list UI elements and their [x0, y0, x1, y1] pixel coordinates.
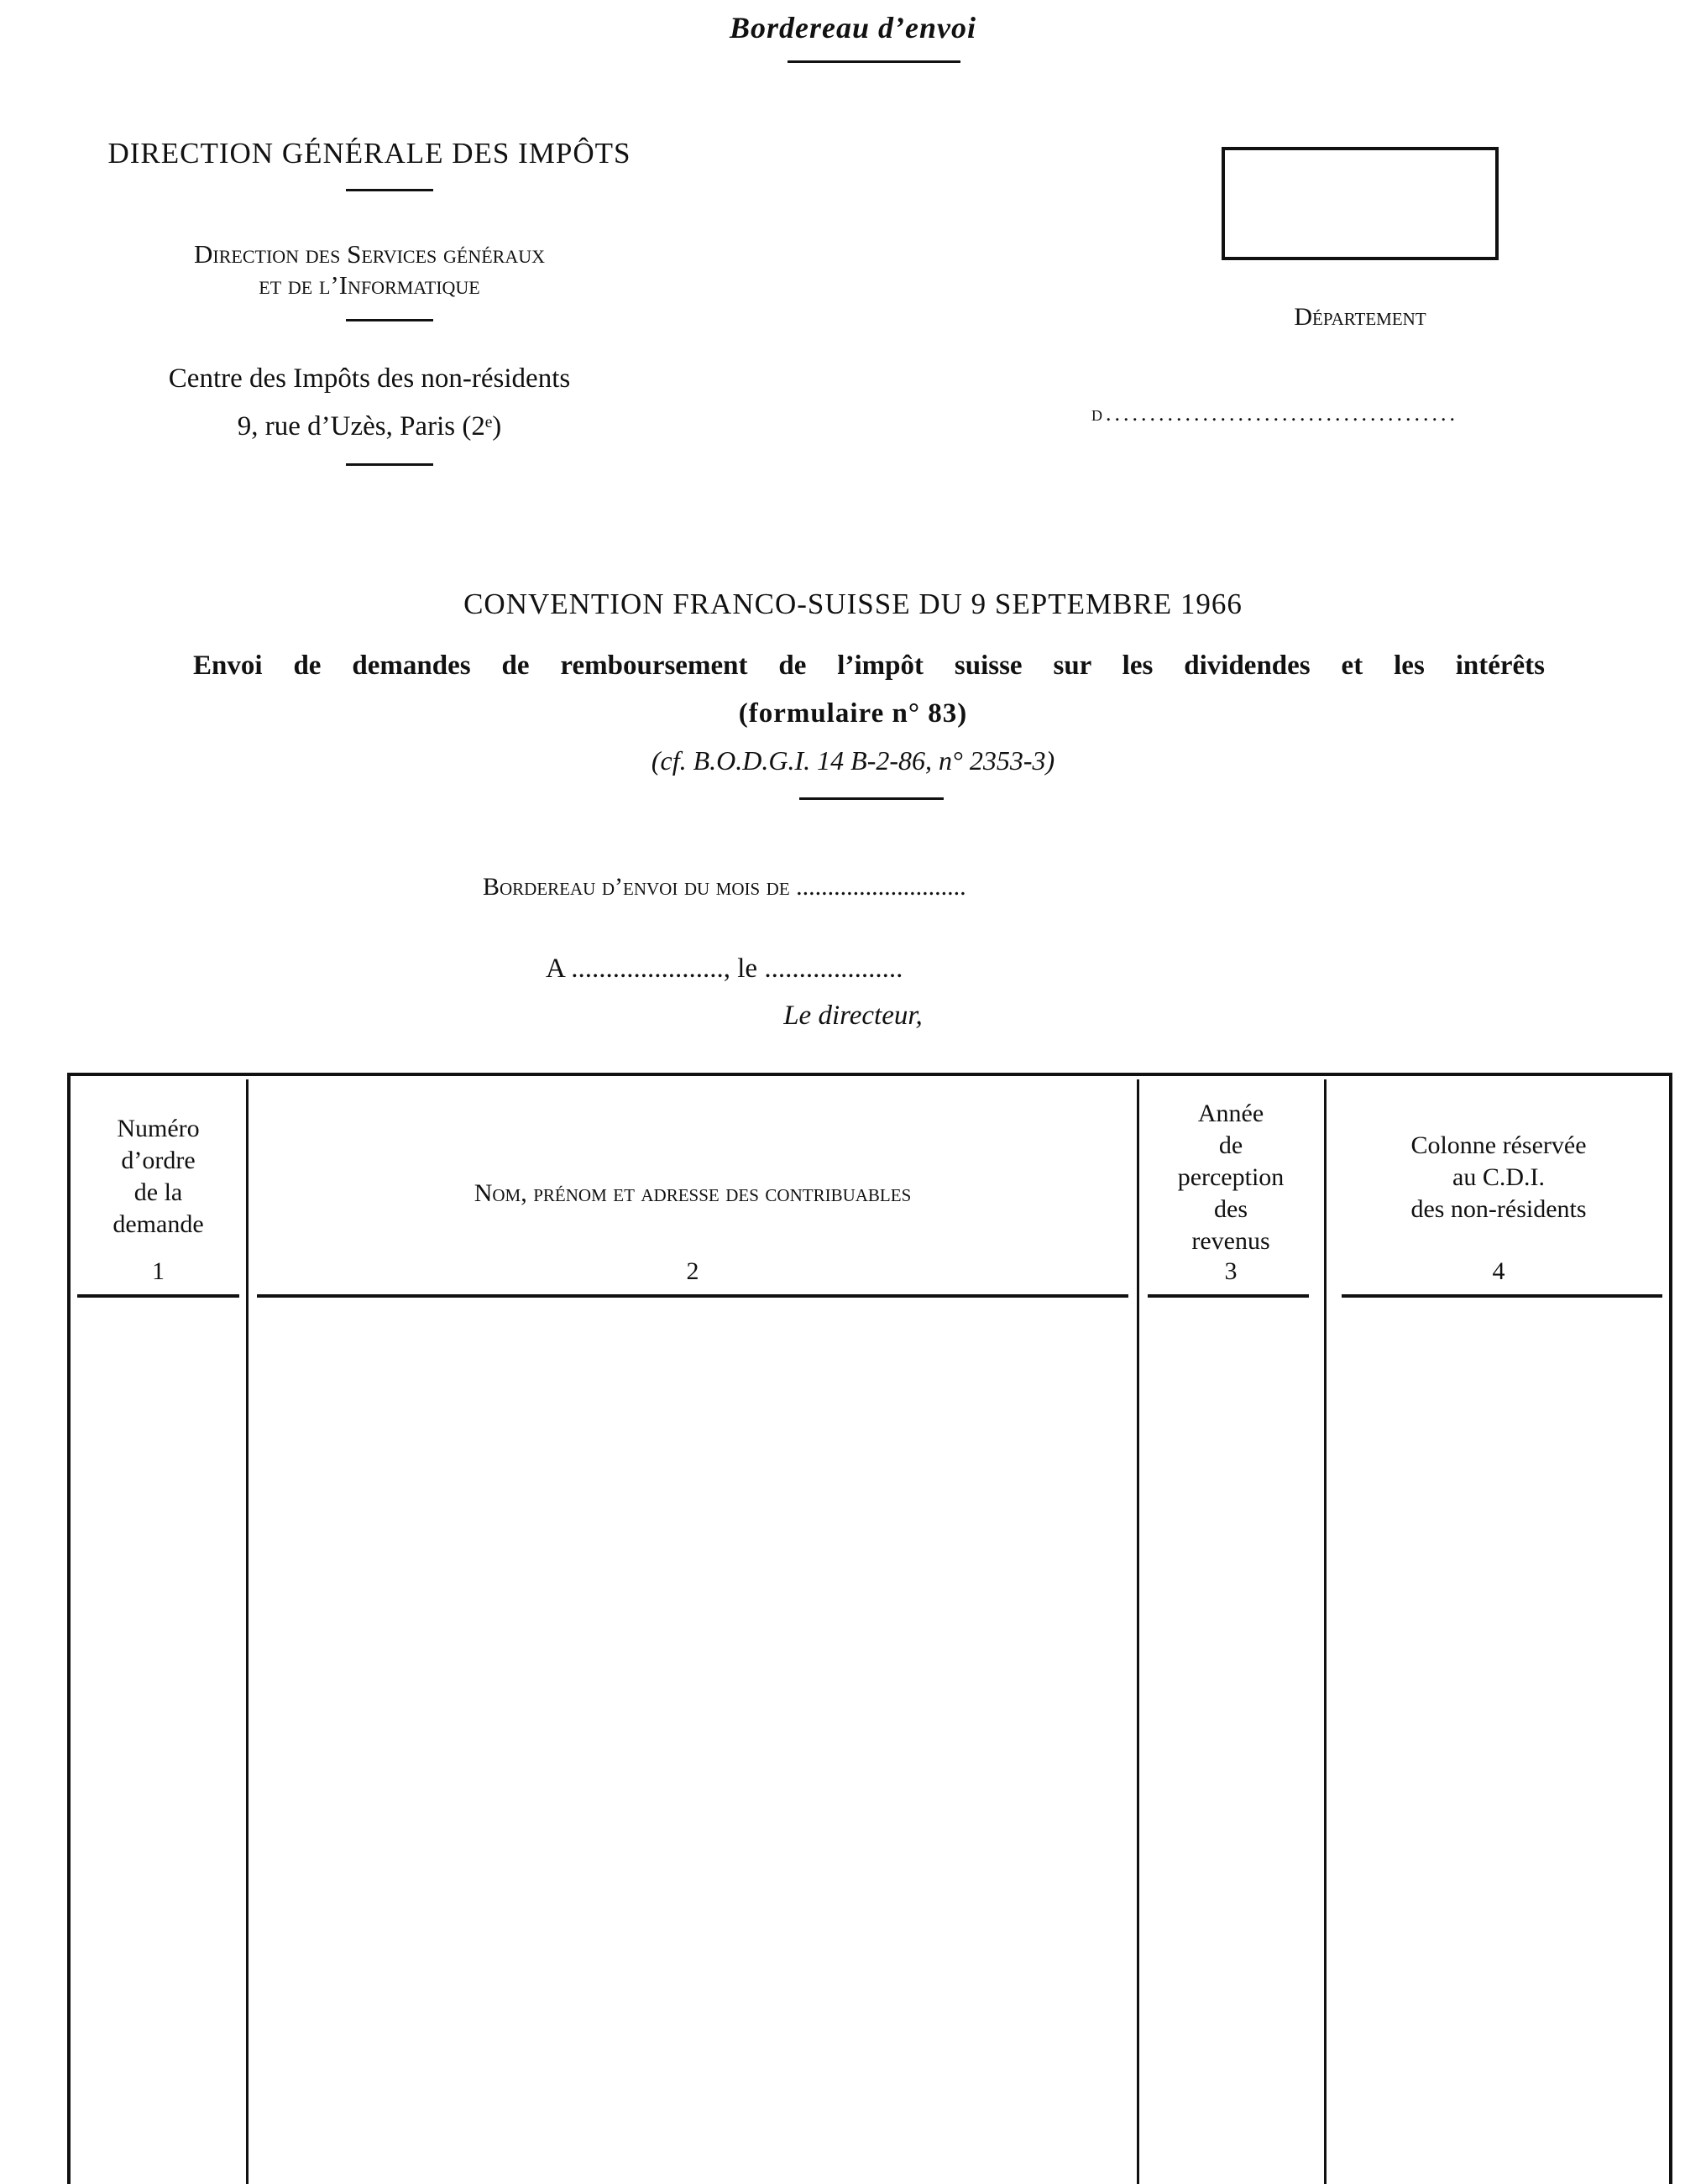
- column-number: 1: [152, 1257, 165, 1285]
- header-line: des: [1214, 1195, 1248, 1223]
- signatory-label: Le directeur,: [783, 1001, 923, 1031]
- dsgi-line2: et de l’Informatique: [259, 270, 480, 300]
- department-stamp-box[interactable]: [1222, 147, 1499, 260]
- reference-line: (cf. B.O.D.G.I. 14 B-2-86, n° 2353-3): [651, 745, 1055, 776]
- convention-title: CONVENTION FRANCO-SUISSE DU 9 SEPTEMBRE 1966: [463, 588, 1243, 620]
- column-number: 4: [1492, 1257, 1505, 1285]
- dgi-title: DIRECTION GÉNÉRALE DES IMPÔTS: [107, 137, 631, 170]
- column-divider: [246, 1079, 249, 2184]
- table-right-border: [1669, 1073, 1672, 2184]
- header-line: Colonne réservée: [1410, 1131, 1587, 1159]
- bordereau-month-field[interactable]: Bordereau d’envoi du mois de ...........................: [483, 873, 966, 901]
- place-date-field[interactable]: A ......................, le ....................: [546, 954, 903, 984]
- subject-line2: (formulaire n° 83): [738, 698, 968, 729]
- header-underline: [257, 1294, 1128, 1298]
- dsgi-line1: Direction des Services généraux: [194, 239, 545, 269]
- header-line: d’ordre: [121, 1147, 196, 1174]
- header-line: perception: [1177, 1163, 1285, 1191]
- table-top-border: [67, 1073, 1672, 1076]
- table-body-cell-year[interactable]: [1142, 1301, 1321, 2182]
- form-title: Bordereau d’envoi: [730, 11, 976, 44]
- column-number: 3: [1224, 1257, 1238, 1285]
- dgi-rule: [346, 189, 433, 191]
- table-body-cell-order[interactable]: [74, 1301, 243, 2182]
- column-divider: [1137, 1079, 1139, 2184]
- table-body-cell-reserved[interactable]: [1329, 1301, 1667, 2182]
- header-line: revenus: [1191, 1227, 1270, 1255]
- header-underline: [77, 1294, 239, 1298]
- centre-address: 9, rue d’Uzès, Paris (2ᵉ): [237, 411, 502, 442]
- column-divider: [1324, 1079, 1327, 2184]
- dsgi-rule: [346, 319, 433, 321]
- header-line: des non-résidents: [1410, 1195, 1587, 1223]
- column-header-taxpayer: [257, 1178, 1128, 1210]
- centre-rule: [346, 463, 433, 466]
- subject-line1: Envoi de demandes de remboursement de l’impôt suisse sur les dividendes et les intérêts: [193, 650, 1545, 681]
- convention-rule: [799, 797, 944, 800]
- header-line: demande: [113, 1210, 204, 1238]
- header-line: Nom, prénom et adresse des contribuables: [474, 1179, 912, 1207]
- header-line: Année: [1197, 1100, 1264, 1127]
- header-underline: [1342, 1294, 1662, 1298]
- column-header-order-number: [77, 1113, 239, 1241]
- header-line: de la: [133, 1178, 183, 1206]
- header-line: de: [1218, 1131, 1243, 1159]
- header-underline: [1148, 1294, 1309, 1298]
- table-body-cell-taxpayer[interactable]: [251, 1301, 1134, 2182]
- column-header-reserved: [1331, 1130, 1667, 1225]
- column-number: 2: [686, 1257, 699, 1285]
- header-line: au C.D.I.: [1452, 1163, 1545, 1191]
- header-line: Numéro: [117, 1115, 200, 1142]
- title-underline: [788, 60, 960, 63]
- department-label: Département: [1294, 303, 1426, 331]
- department-field[interactable]: d........................................: [1091, 401, 1458, 426]
- column-header-year: [1142, 1098, 1320, 1257]
- centre-name: Centre des Impôts des non-résidents: [168, 363, 571, 394]
- table-left-border: [67, 1073, 71, 2184]
